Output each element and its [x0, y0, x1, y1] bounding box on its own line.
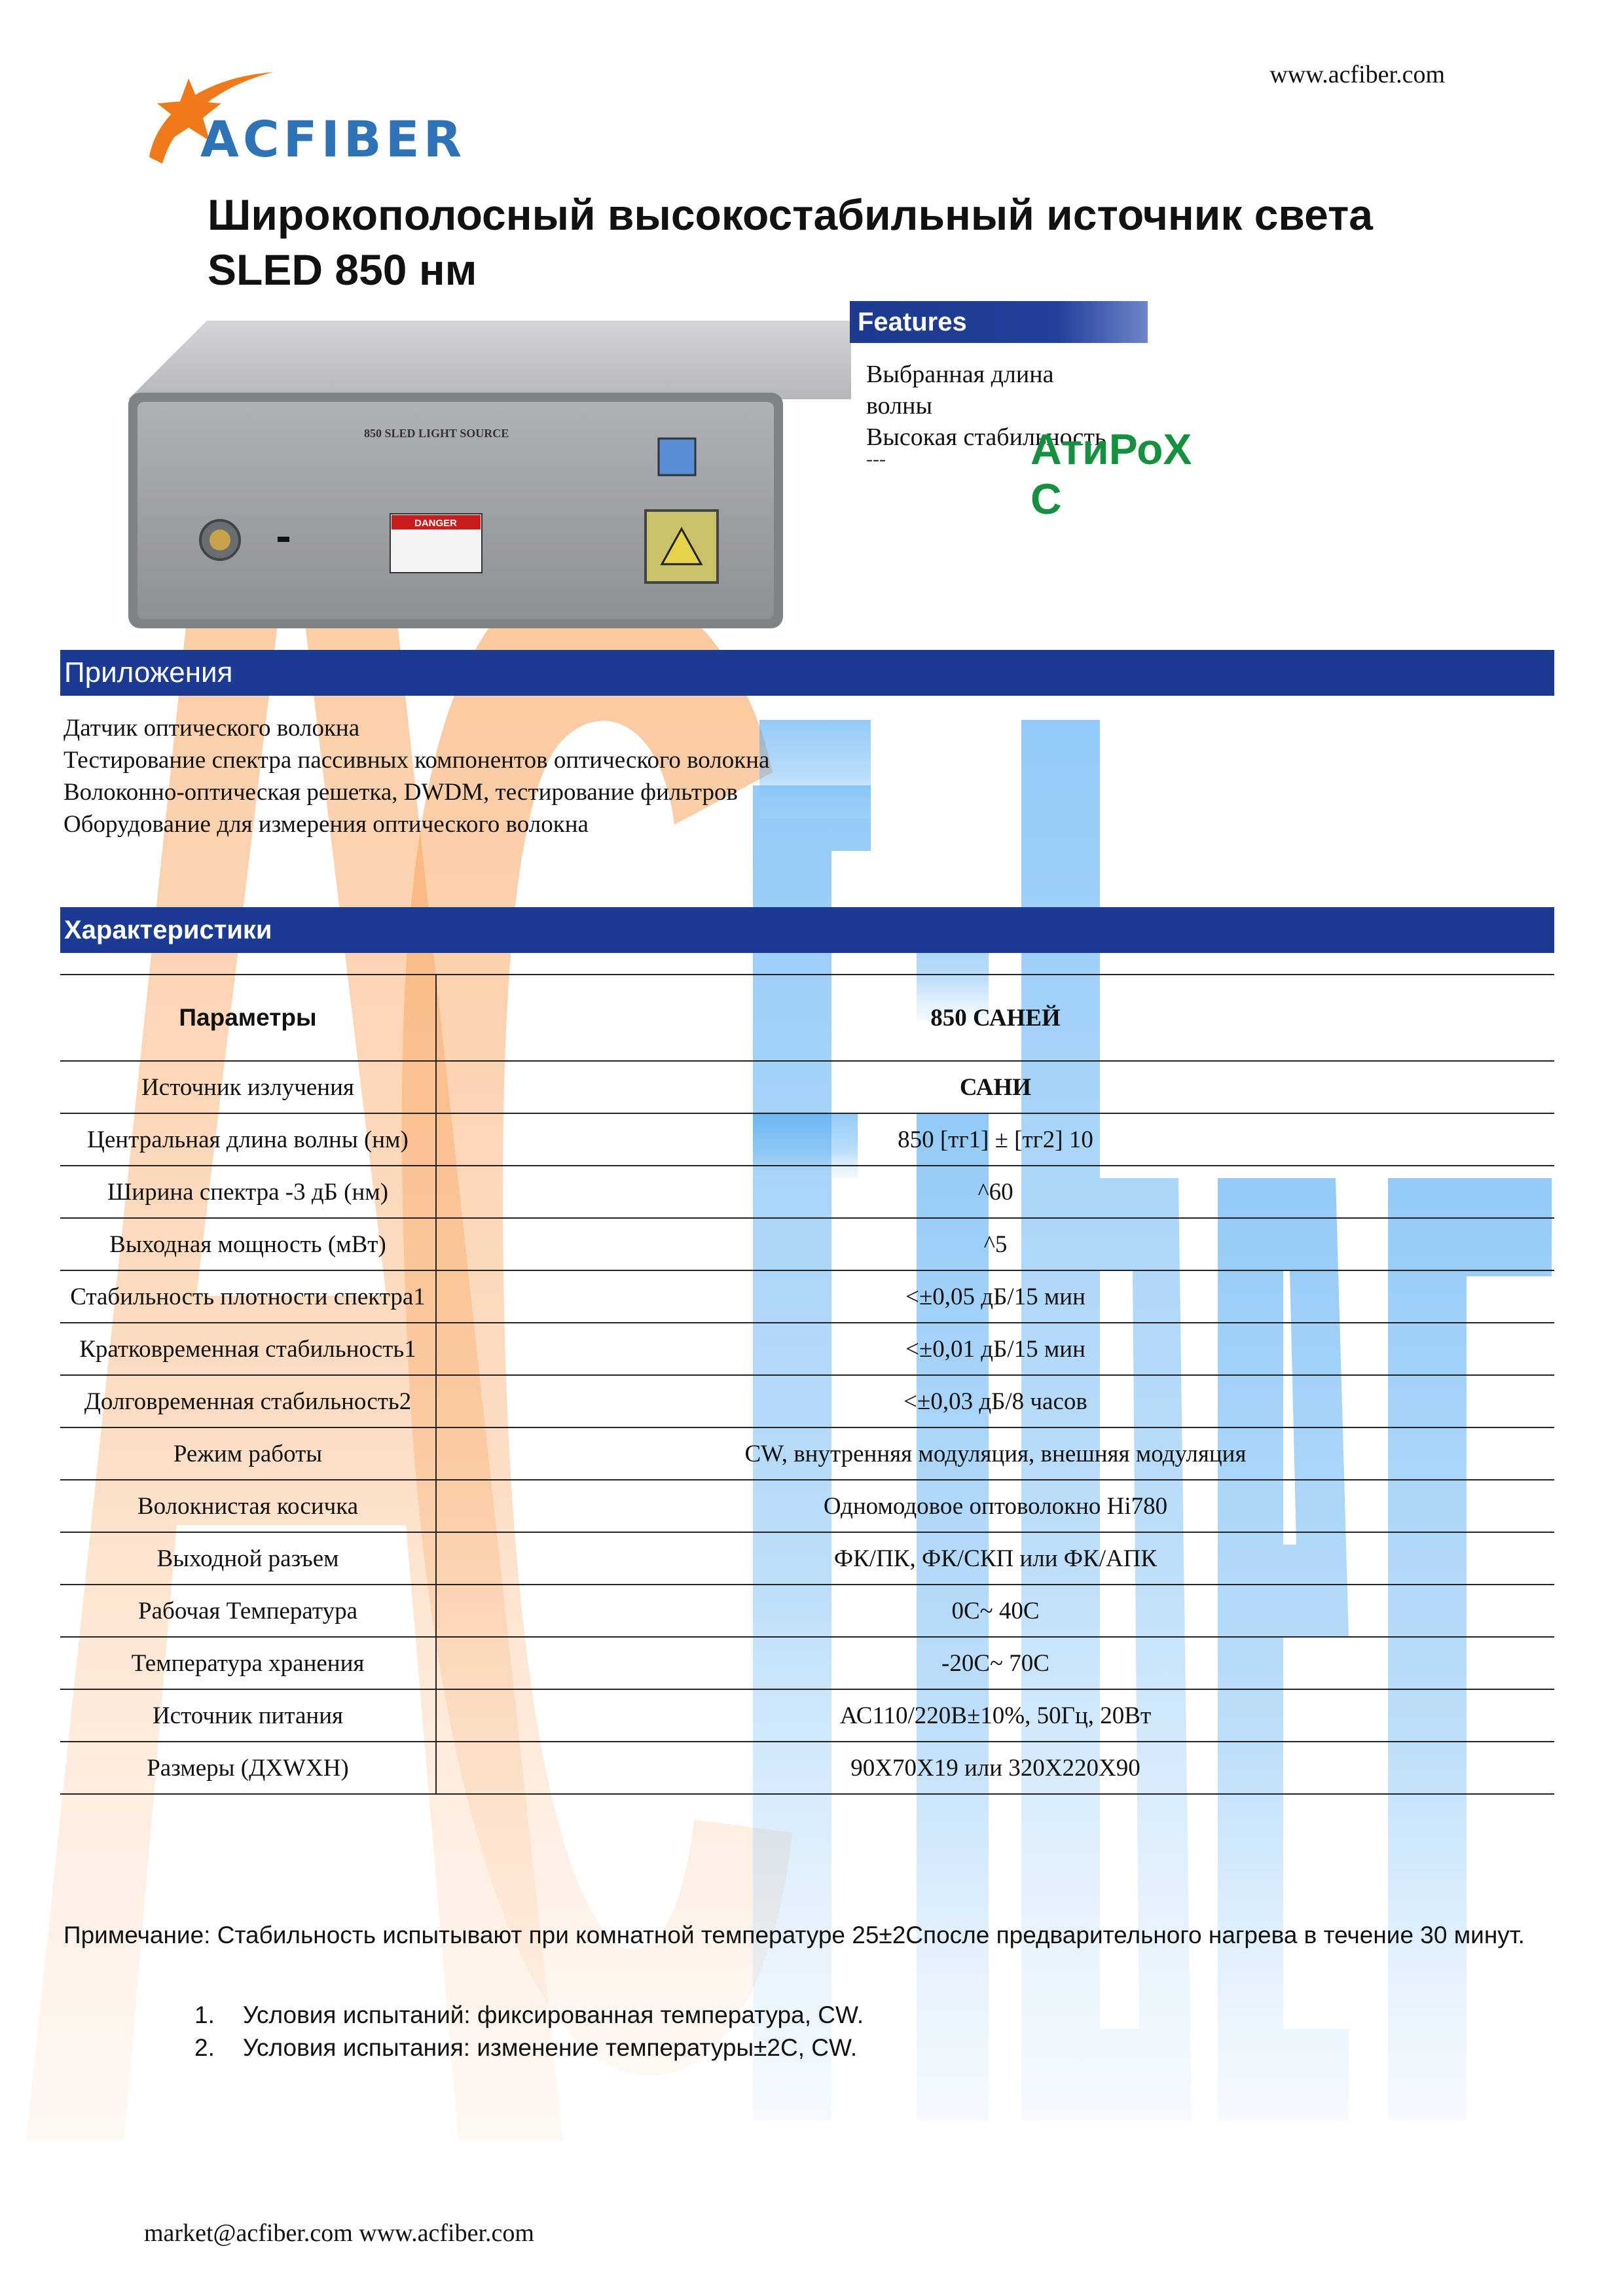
table-row: [60, 1427, 1554, 1480]
value-cell: -20С~ 70С: [436, 1637, 1554, 1689]
table-row: [60, 1166, 1554, 1218]
feature-ellipsis: ---: [866, 448, 886, 470]
table-header-row: [60, 975, 1554, 1061]
param-cell: Центральная длина волны (нм): [60, 1113, 436, 1166]
table-row: [60, 1480, 1554, 1532]
page-title: [208, 187, 1504, 297]
product-photo: [128, 321, 851, 628]
value-cell: <±0,01 дБ/15 мин: [436, 1323, 1554, 1375]
applications-heading: Приложения: [60, 650, 1554, 696]
note-item: [194, 1999, 864, 2032]
value-cell: <±0,03 дБ/8 часов: [436, 1375, 1554, 1427]
spec-table: [60, 974, 1554, 1795]
features-heading: Features: [850, 301, 1148, 343]
value-cell: <±0,05 дБ/15 мин: [436, 1270, 1554, 1323]
application-item: Тестирование спектра пассивных компонентов оптического волокна: [64, 747, 770, 774]
param-cell: Кратковременная стабильность1: [60, 1323, 436, 1375]
characteristics-heading: Характеристики: [60, 907, 1554, 953]
logo-text: ACFIBER: [200, 110, 466, 168]
column-header-parameters: Параметры: [60, 975, 436, 1061]
param-cell: Волокнистая косичка: [60, 1480, 436, 1532]
application-item: Волоконно-оптическая решетка, DWDM, тестирование фильтров: [64, 779, 738, 806]
param-cell: Выходная мощность (мВт): [60, 1218, 436, 1270]
value-cell: АС110/220В±10%, 50Гц, 20Вт: [436, 1689, 1554, 1742]
stability-note: Примечание: Стабильность испытывают при комнатной температуре 25±2Спосле предварительного нагрева в течение 30 минут.: [64, 1922, 1525, 1948]
table-row: [60, 1113, 1554, 1166]
note-item-number: 2.: [194, 2034, 215, 2061]
value-cell: 90Х70Х19 или 320Х220Х90: [436, 1742, 1554, 1794]
value-cell: ^60: [436, 1166, 1554, 1218]
acfiber-logo: [143, 65, 483, 170]
param-cell: Ширина спектра -3 дБ (нм): [60, 1166, 436, 1218]
header-site-url: www.acfiber.com: [1269, 61, 1445, 88]
value-cell: Одномодовое оптоволокно Hi780: [436, 1480, 1554, 1532]
value-cell: CW, внутренняя модуляция, внешняя модуляция: [436, 1427, 1554, 1480]
param-cell: Рабочая Температура: [60, 1585, 436, 1637]
note-conditions-list: [194, 1999, 864, 2064]
table-row: [60, 1689, 1554, 1742]
table-row: [60, 1323, 1554, 1375]
table-row: [60, 1585, 1554, 1637]
feature-item: волны: [866, 392, 933, 420]
table-row: [60, 1375, 1554, 1427]
feature-item: Высокая стабильность: [866, 423, 1106, 451]
param-cell: Источник излучения: [60, 1061, 436, 1113]
application-item: Оборудование для измерения оптического волокна: [64, 811, 589, 838]
note-item-text: Условия испытания: изменение температуры±2С, CW.: [243, 2034, 858, 2061]
column-header-model: 850 САНЕЙ: [436, 975, 1554, 1061]
table-row: [60, 1270, 1554, 1323]
param-cell: Стабильность плотности спектра1: [60, 1270, 436, 1323]
title-line-2: SLED 850 нм: [208, 245, 477, 294]
param-cell: Источник питания: [60, 1689, 436, 1742]
param-cell: Выходной разъем: [60, 1532, 436, 1585]
value-cell: САНИ: [436, 1061, 1554, 1113]
param-cell: Режим работы: [60, 1427, 436, 1480]
svg-text:DANGER: DANGER: [414, 518, 458, 529]
applications-list: [64, 712, 769, 840]
value-cell: 0С~ 40С: [436, 1585, 1554, 1637]
note-item-number: 1.: [194, 2001, 215, 2028]
application-item: Датчик оптического волокна: [64, 715, 360, 742]
table-row: [60, 1637, 1554, 1689]
footer-contacts: market@acfiber.com www.acfiber.com: [144, 2219, 534, 2247]
table-row: [60, 1218, 1554, 1270]
title-line-1: Широкополосный высокостабильный источник света: [208, 190, 1373, 239]
power-led-icon: [278, 537, 289, 542]
param-cell: Температура хранения: [60, 1637, 436, 1689]
value-cell: 850 [тг1] ± [тг2] 10: [436, 1113, 1554, 1166]
table-row: [60, 1532, 1554, 1585]
table-row: [60, 1742, 1554, 1794]
value-cell: ФК/ПК, ФК/СКП или ФК/АПК: [436, 1532, 1554, 1585]
device-panel-label: 850 SLED LIGHT SOURCE: [364, 427, 509, 440]
note-item-text: Условия испытаний: фиксированная температура, CW.: [243, 2001, 864, 2028]
feature-tag: АтиРоХ С: [1030, 425, 1192, 523]
param-cell: Долговременная стабильность2: [60, 1375, 436, 1427]
table-row: [60, 1061, 1554, 1113]
feature-item: Выбранная длина: [866, 361, 1054, 388]
note-item: [194, 2032, 864, 2064]
value-cell: ^5: [436, 1218, 1554, 1270]
param-cell: Размеры (ДХWХН): [60, 1742, 436, 1794]
